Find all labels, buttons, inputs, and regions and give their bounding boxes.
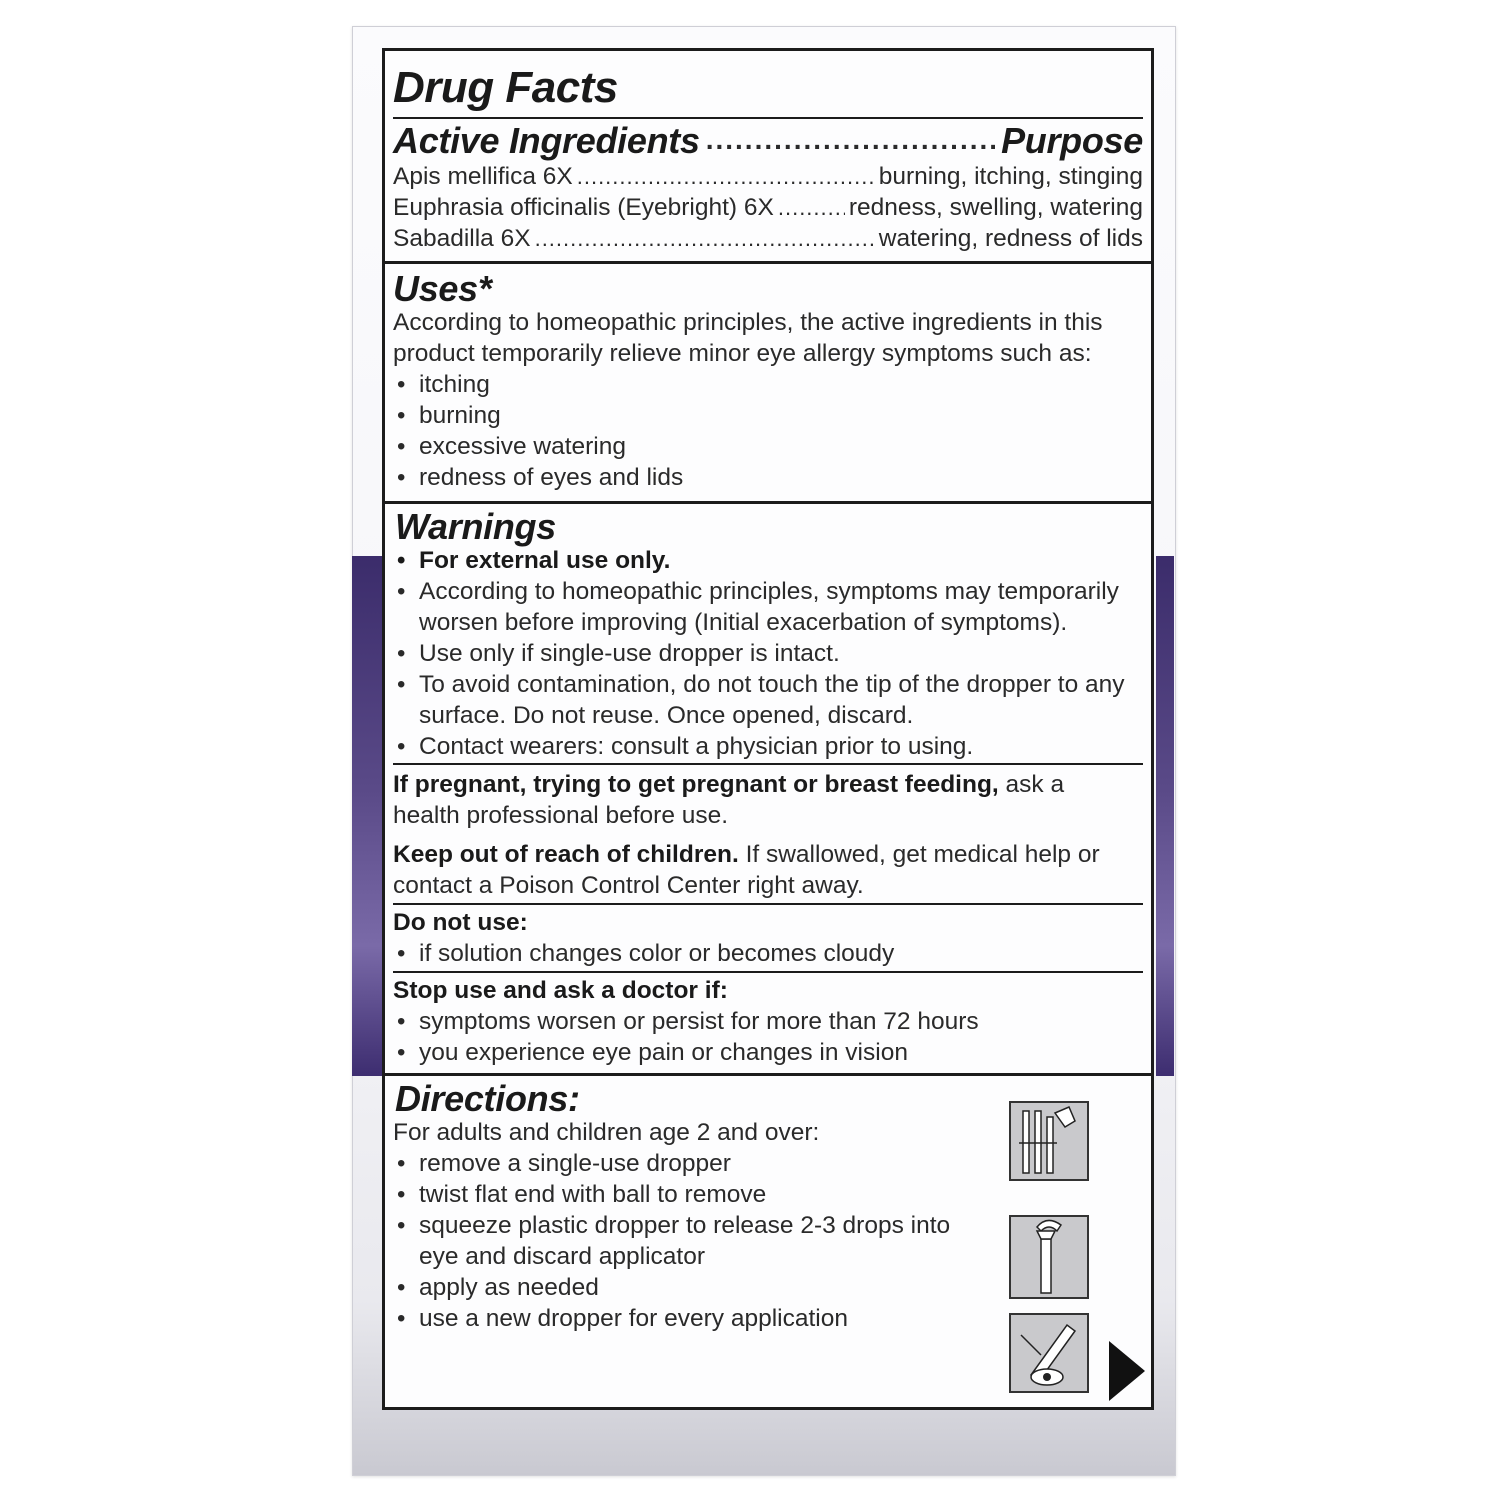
uses-list [393, 369, 1143, 493]
drug-facts-title: Drug Facts [393, 63, 618, 112]
purple-band-right [1156, 556, 1174, 1076]
list-item: • To avoid contamination, do not touch the tip of the dropper to any surface. Do not reuse. Once opened, discard. [393, 669, 1147, 731]
directions-intro: For adults and children age 2 and over: [393, 1119, 820, 1146]
section-divider [385, 501, 1151, 504]
stop-use-heading: Stop use and ask a doctor if: [393, 977, 728, 1004]
stop-use-list [393, 1006, 1143, 1068]
warnings-divider [393, 971, 1143, 973]
directions-list [393, 1148, 993, 1334]
pregnancy-warning [385, 769, 1145, 831]
warnings-divider [393, 763, 1143, 765]
list-item: • excessive watering [393, 431, 1143, 462]
do-not-use-section [385, 907, 1151, 969]
list-item: • Contact wearers: consult a physician prior to using. [393, 731, 1147, 762]
warnings-heading: Warnings [395, 506, 556, 547]
ingredient-purpose: watering, redness of lids [878, 225, 1143, 252]
list-item: • According to homeopathic principles, symptoms may temporarily worsen before improving (Initial exacerbation of symptoms). [393, 576, 1147, 638]
header-leader-dots [706, 124, 995, 158]
warnings-list [393, 545, 1147, 762]
pregnancy-text: ask a health professional before use. [393, 771, 1065, 829]
active-ingredients-header [393, 119, 1143, 163]
list-item: • twist flat end with ball to remove [393, 1179, 993, 1210]
directions-heading: Directions: [395, 1078, 580, 1119]
purpose-heading: Purpose [1001, 120, 1143, 161]
warnings-section [385, 507, 1151, 762]
ingredient-row [393, 192, 1143, 223]
list-item: • if solution changes color or becomes cloudy [393, 938, 1143, 969]
uses-heading: Uses* [393, 268, 492, 309]
list-item: • use a new dropper for every application [393, 1303, 993, 1334]
list-item: • redness of eyes and lids [393, 462, 1143, 493]
list-item: • Use only if single-use dropper is intact. [393, 638, 1147, 669]
continue-arrow-icon [1109, 1341, 1145, 1401]
twist-dropper-icon [1009, 1215, 1089, 1299]
uses-intro: According to homeopathic principles, the active ingredients in this product temporarily relieve minor eye allergy symptoms such as: [393, 309, 1103, 367]
children-text: If swallowed, get medical help or contact a Poison Control Center right away. [393, 841, 1100, 899]
dropper-strip-icon [1009, 1101, 1089, 1181]
children-bold: Keep out of reach of children. [393, 841, 739, 868]
leader-dots [778, 192, 845, 220]
section-divider [385, 1073, 1151, 1076]
drug-facts-panel [382, 48, 1154, 1410]
list-item: • For external use only. [393, 545, 1147, 576]
stop-use-section [385, 975, 1151, 1068]
section-divider [385, 261, 1151, 264]
do-not-use-heading: Do not use: [393, 909, 528, 936]
ingredient-name: Euphrasia officinalis (Eyebright) 6X [393, 194, 774, 221]
list-item: • you experience eye pain or changes in vision [393, 1037, 1143, 1068]
pregnancy-bold: If pregnant, trying to get pregnant or breast feeding, [393, 771, 999, 798]
list-item: • itching [393, 369, 1143, 400]
do-not-use-list [393, 938, 1143, 969]
ingredient-name: Sabadilla 6X [393, 225, 531, 252]
leader-dots [535, 223, 875, 251]
list-item: • apply as needed [393, 1272, 993, 1303]
ingredient-row [393, 161, 1143, 192]
ingredient-name: Apis mellifica 6X [393, 163, 573, 190]
children-warning [385, 839, 1145, 901]
list-item: • symptoms worsen or persist for more than 72 hours [393, 1006, 1143, 1037]
active-ingredients-section [385, 119, 1151, 254]
uses-section [385, 269, 1151, 493]
ingredient-list [393, 161, 1143, 254]
warnings-divider [393, 903, 1143, 905]
ingredient-purpose: burning, itching, stinging [878, 163, 1143, 190]
active-ingredients-heading: Active Ingredients [393, 120, 700, 161]
purple-band-left [352, 556, 384, 1076]
ingredient-purpose: redness, swelling, watering [848, 194, 1143, 221]
list-item: • remove a single-use dropper [393, 1148, 993, 1179]
list-item: • squeeze plastic dropper to release 2-3 drops into eye and discard applicator [393, 1210, 993, 1272]
ingredient-row [393, 223, 1143, 254]
eye-drop-icon [1009, 1313, 1089, 1393]
list-item: • burning [393, 400, 1143, 431]
leader-dots [577, 161, 875, 189]
